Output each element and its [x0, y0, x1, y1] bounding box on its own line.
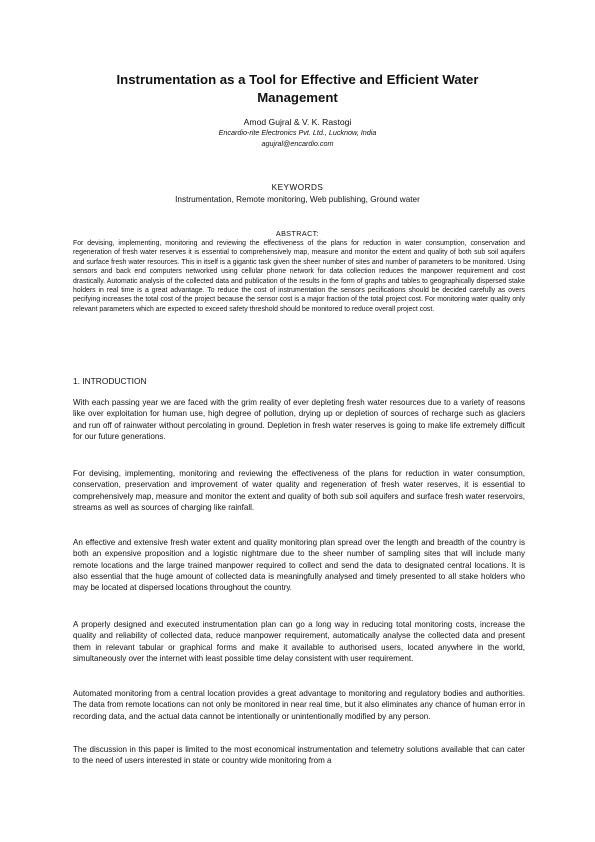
body-paragraph: A properly designed and executed instrumentation plan can go a long way in reducing total monitoring costs, increase the quality and reliability of collected data, reduce manpower requirement, automatically analyse the collected data and present them in relevant tabular or graphical forms and make it available to authorised users, located anywhere in the world, simultaneously over the internet with least possible time delay consistent with user requirement.	[73, 620, 525, 664]
paper-title: Instrumentation as a Tool for Effective and Efficient Water Management	[116, 72, 479, 105]
body-paragraph: Automated monitoring from a central location provides a great advantage to monitoring and regulatory bodies and authorities. The data from remote locations can not only be monitored in near real time, but it also eliminates any chance of human error in recording data, and the actual data cannot be intentionally or unintentionally modified by any person.	[73, 689, 525, 721]
abstract-heading: ABSTRACT:	[275, 229, 320, 238]
abstract-text: For devising, implementing, monitoring and reviewing the effectiveness of the plans for reduction in water consumption, conservation and regeneration of fresh water reserves it is essential to comprehensively map, measure and monitor the extent and quality of both sub soil aquifers and surface fresh water resources. This in itself is a gigantic task given the sheer number of sites and number of parameters to be monitored. Using sensors and back end computers networked using cellular phone network for data collection reduces the manpower requirement and cost drastically. Automatic analysis of the collected data and publication of the results in the form of graphs and tables to geographically dispersed stake holders in real time is a great advantage. To reduce the cost of instrumentation the sensors pecifications should be decided carefully as overs pecifying increases the total cost of the project because the sensor cost is a major fraction of the total project cost. For monitoring water quality only relevant parameters which are expected to exceed safety threshold should be monitored to reduce overall project cost.	[73, 240, 525, 313]
authors: Amod Gujral & V. K. Rastogi	[243, 117, 352, 127]
author-email: agujral@encardio.com	[261, 139, 334, 148]
affiliation: Encardio-rite Electronics Pvt. Ltd., Lucknow, India	[218, 128, 377, 137]
keywords-text: Instrumentation, Remote monitoring, Web publishing, Ground water	[175, 195, 420, 204]
body-paragraph: The discussion in this paper is limited to the most economical instrumentation and telemetry solutions available that can cater to the need of users interested in state or country wide monitoring from a	[73, 745, 525, 766]
section-heading-introduction: 1. INTRODUCTION	[73, 376, 147, 386]
body-paragraph: An effective and extensive fresh water extent and quality monitoring plan spread over the length and breadth of the country is both an expensive proposition and a logistic nightmare due to the sheer number of sampling sites that will include many remote locations and the large trained manpower required to collect and send the data to designated central locations. It is also essential that the huge amount of collected data is meaningfully analysed and timely presented to all stake holders who may be located at dispersed locations throughout the country.	[73, 538, 525, 593]
body-paragraph: With each passing year we are faced with the grim reality of ever depleting fresh water resources due to a variety of reasons like over exploitation for human use, high degree of pollution, drying up or depletion of sources of recharge such as glaciers and run off of rainwater without percolating in ground. Depletion in fresh water reserves is going to make life extremely difficult for our future generations.	[73, 398, 525, 442]
keywords-heading: KEYWORDS	[271, 183, 324, 192]
body-paragraph: For devising, implementing, monitoring and reviewing the effectiveness of the plans for reduction in water consumption, conservation, preservation and improvement of water quality and regeneration of fresh water reserves, it is essential to comprehensively map, measure and monitor the extent and quality of both sub soil aquifers and surface fresh water reservoirs, streams as well as sources of charging like rainfall.	[73, 469, 525, 513]
